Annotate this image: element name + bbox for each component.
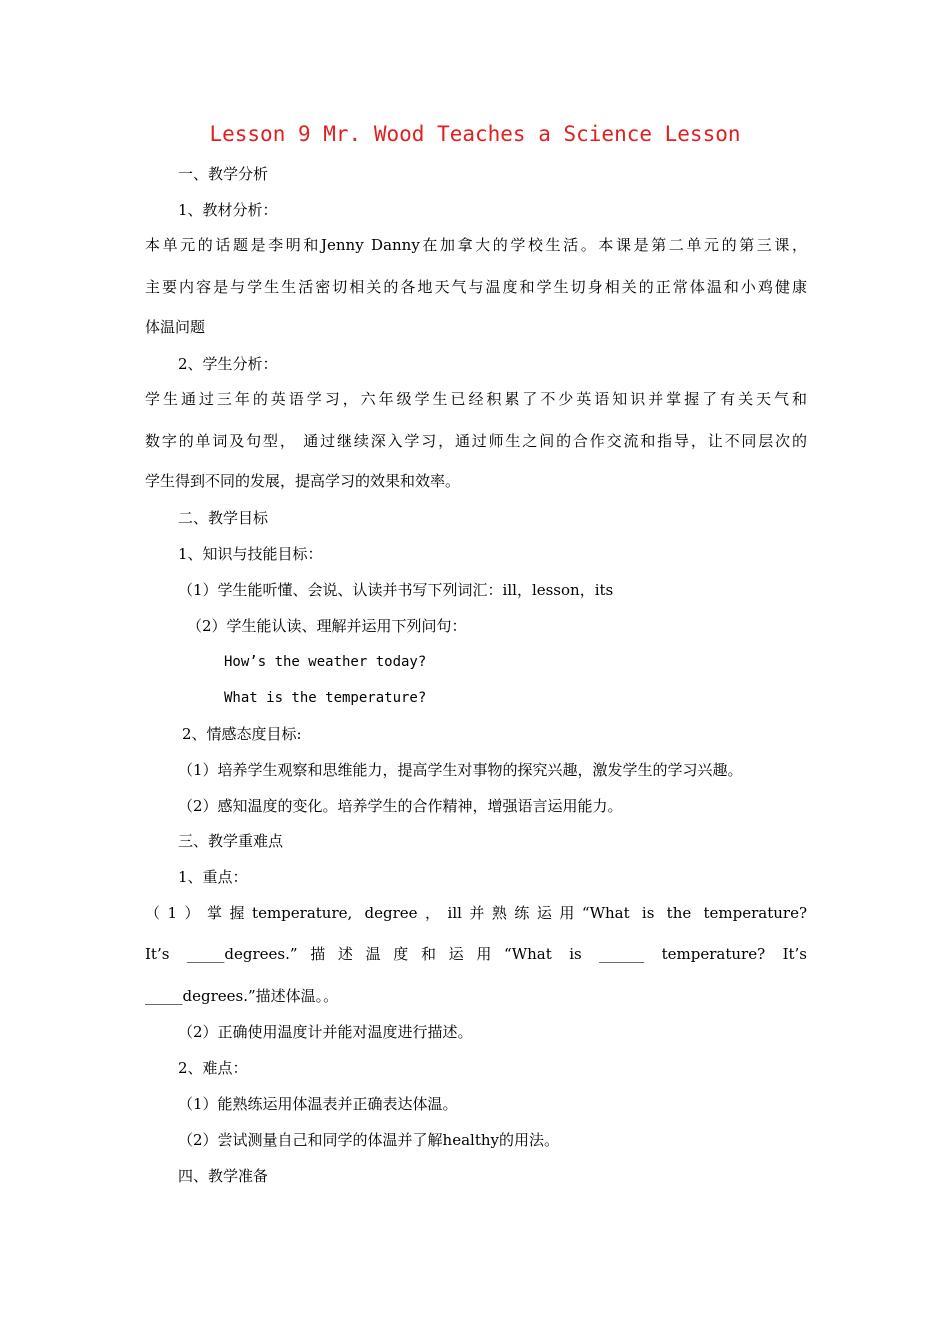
section-heading-objectives: 二、教学目标 <box>178 509 269 527</box>
example-question: What is the temperature? <box>224 690 427 706</box>
paragraph-line: 体温问题 <box>145 318 206 336</box>
objective-item: （1）培养学生观察和思维能力，提高学生对事物的探究兴趣，激发学生的学习兴趣。 <box>178 761 743 779</box>
objective-item: （2）感知温度的变化。培养学生的合作精神，增强语言运用能力。 <box>178 797 623 815</box>
section-heading-preparation: 四、教学准备 <box>178 1167 269 1185</box>
key-point-item: （2）正确使用温度计并能对温度进行描述。 <box>178 1023 473 1041</box>
paragraph-line: _____degrees.”描述体温。。 <box>145 987 339 1005</box>
objective-item: （1）学生能听懂、会说、认读并书写下列词汇：ill，lesson，its <box>178 581 614 599</box>
subheading-knowledge-skills: 1、知识与技能目标： <box>178 545 323 563</box>
subheading-key-point: 1、重点： <box>178 868 248 886</box>
difficult-point-item: （1）能熟练运用体温表并正确表达体温。 <box>178 1095 458 1113</box>
subheading-student-analysis: 2、学生分析： <box>178 355 278 373</box>
subheading-difficult-point: 2、难点： <box>178 1059 248 1077</box>
paragraph-line: 本单元的话题是李明和Jenny Danny在加拿大的学校生活。本课是第二单元的第三课， <box>145 236 807 254</box>
paragraph-line: 主要内容是与学生生活密切相关的各地天气与温度和学生切身相关的正常体温和小鸡健康 <box>145 278 807 296</box>
section-heading-key-points: 三、教学重难点 <box>178 832 284 850</box>
paragraph-line: 学生得到不同的发展，提高学习的效果和效率。 <box>145 472 461 490</box>
paragraph-line: 数字的单词及句型， 通过继续深入学习，通过师生之间的合作交流和指导，让不同层次的 <box>145 432 807 450</box>
subheading-material-analysis: 1、教材分析： <box>178 201 278 219</box>
paragraph-line: 学生通过三年的英语学习，六年级学生已经积累了不少英语知识并掌握了有关天气和 <box>145 390 807 408</box>
subheading-attitude: 2、情感态度目标: <box>182 725 302 743</box>
objective-item: （2）学生能认读、理解并运用下列问句： <box>187 617 467 635</box>
difficult-point-item: （2）尝试测量自己和同学的体温并了解healthy的用法。 <box>178 1131 559 1149</box>
example-question: How’s the weather today? <box>224 654 427 670</box>
section-heading-analysis: 一、教学分析 <box>178 165 269 183</box>
lesson-title: Lesson 9 Mr. Wood Teaches a Science Lesson <box>209 122 741 146</box>
paragraph-line: It’s _____degrees.”描述温度和运用“What is ______ temperature? It’s <box>145 945 807 963</box>
paragraph-line: （1）掌握temperature, degree，ill并熟练运用“What is the temperature? <box>145 904 807 922</box>
